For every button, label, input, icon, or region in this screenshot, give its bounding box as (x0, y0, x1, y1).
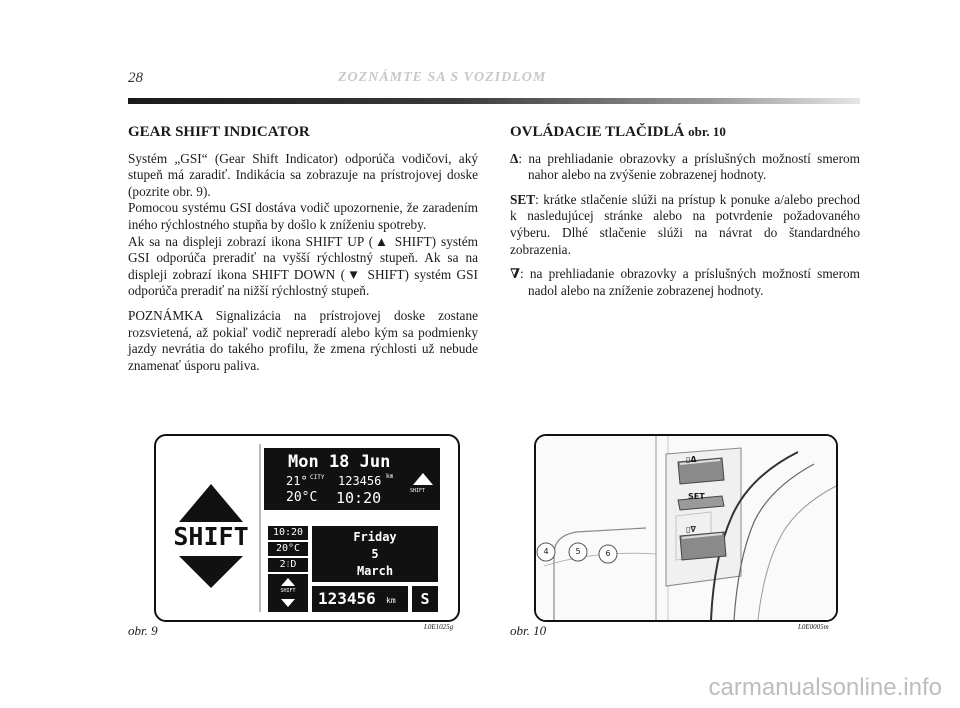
shift-up-arrow-icon (179, 484, 243, 522)
gsi-down-text: SHIFT) systém GSI odporúča preradiť na nižší rýchlostný stupeň. (128, 266, 478, 299)
lcd2-gear-mode: D (290, 559, 297, 570)
lcd2-month: March (356, 564, 394, 578)
gsi-intro-line-2: Pomocou systému GSI dostáva vodič upozornenie, že zaradením iného rýchlostného stupňa by došlo k zníženiu spotreby. (128, 200, 478, 232)
lcd-top-display (264, 448, 440, 510)
left-column (128, 124, 478, 382)
lcd2-gear: 2⁞D (268, 558, 308, 572)
down-text: : na prehliadanie obrazovky a príslušných možností smerom nadol alebo na zníženie zobrazenej hodnoty. (520, 266, 860, 298)
lcd2-day-number: 5 (371, 547, 379, 561)
figure-9-code: L0E1025g (424, 623, 454, 631)
control-up-description (510, 151, 860, 184)
gsi-note: POZNÁMKA Signalizácia na prístrojovej doske zostane rozsvietená, až pokiaľ vodič nepreradí alebo kým sa podmienky jazdy nevrátia do takého profilu, že zmena rýchlosti už nebude znamenať úsporu paliva. (128, 307, 478, 373)
lcd2-mode: S (412, 586, 438, 612)
lcd2-shift-cell (268, 574, 308, 612)
lcd2-day: Friday (353, 530, 397, 544)
lcd2-odometer-cell (312, 586, 408, 612)
gsi-intro (128, 151, 478, 300)
button-down-label: ▯∇ (686, 525, 696, 534)
control-down-description (510, 266, 860, 299)
watermark[interactable]: carmanualsonline.info (708, 674, 942, 701)
figure-9-caption: obr. 9 (128, 623, 158, 638)
section-heading-gsi: GEAR SHIFT INDICATOR (128, 124, 310, 140)
lcd-shift-label: SHIFT (410, 488, 426, 494)
lcd2-date-panel (312, 526, 438, 582)
down-triangle-icon: ∇ (510, 266, 521, 282)
knob-6-label: 6 (605, 549, 611, 558)
figure-9-display (154, 434, 460, 622)
lcd2-km-unit: km (386, 596, 396, 605)
button-set-label: SET (688, 492, 705, 501)
chapter-title: ZOZNÁMTE SA S VOZIDLOM (338, 70, 547, 85)
figure-10-caption: obr. 10 (510, 623, 547, 638)
lcd2-temperature: 20°C (268, 542, 308, 556)
lcd-date: Mon 18 Jun (288, 452, 391, 472)
control-set-description (510, 192, 860, 258)
lcd-city-label: CITY (310, 474, 325, 481)
up-text: : na prehliadanie obrazovky a príslušných možností smerom nahor alebo na zvýšenie zobrazenej hodnoty. (518, 150, 860, 183)
knob-5-label: 5 (575, 547, 581, 556)
lcd-shift-up-icon (412, 472, 434, 486)
up-triangle-icon: Δ (510, 150, 519, 166)
gsi-down-lead: SHIFT) systém GSI odporúča preradiť na vyšší rýchlostný stupeň. Ak sa na displeji zobrazí ikona SHIFT DOWN ( (128, 233, 478, 282)
lcd2-odometer: 123456 (318, 589, 376, 608)
shift-down-icon: ▼ (345, 266, 363, 282)
lcd2-shift-label: SHIFT (280, 588, 296, 594)
shift-label: SHIFT (173, 522, 249, 551)
set-text: : krátke stlačenie slúži na prístup k ponuke a/alebo prechod k nasledujúcej stránke alebo na potvrdenie požadovaného výberu. Dlhé stlačenie slúži na návrat do štandardného zobrazenia. (510, 191, 860, 257)
right-column (510, 124, 860, 307)
figure-10-code: L0E0005m (798, 623, 829, 631)
lcd-odometer: 123456 (338, 474, 382, 488)
header-rule (128, 98, 860, 104)
lcd-time: 10:20 (336, 489, 382, 507)
knob-4-label: 4 (543, 547, 549, 556)
controls-heading-text: OVLÁDACIE TLAČIDLÁ (510, 124, 685, 140)
shift-up-icon: ▲ (373, 233, 390, 249)
section-heading-controls (510, 124, 860, 141)
button-up-label: ▯Δ (686, 455, 697, 464)
lcd2-shift-up-icon (280, 577, 296, 587)
set-label: SET (510, 191, 536, 207)
lcd2-time: 10:20 (268, 526, 308, 540)
lcd-bottom-display (268, 526, 438, 612)
lcd-temperature: 20°C (286, 490, 318, 505)
lcd2-shift-down-icon (280, 598, 296, 608)
shift-down-arrow-icon (179, 556, 243, 588)
lcd-ext-temp: 21° (286, 474, 308, 488)
figure-10-steering-controls (534, 434, 838, 622)
gsi-up-text: Ak sa na displeji zobrazí ikona SHIFT UP ( (128, 233, 374, 249)
page-number: 28 (128, 70, 143, 86)
lcd-km-unit: km (386, 473, 394, 480)
controls-heading-ref: obr. 10 (688, 124, 726, 139)
lcd2-gear-number: 2 (279, 559, 286, 570)
gsi-intro-line-1: Systém „GSI“ (Gear Shift Indicator) odporúča vodičovi, aký stupeň má zaradiť. Indikácia sa zobrazuje na prístrojovej doske (pozrite obr. 9). (128, 150, 478, 199)
